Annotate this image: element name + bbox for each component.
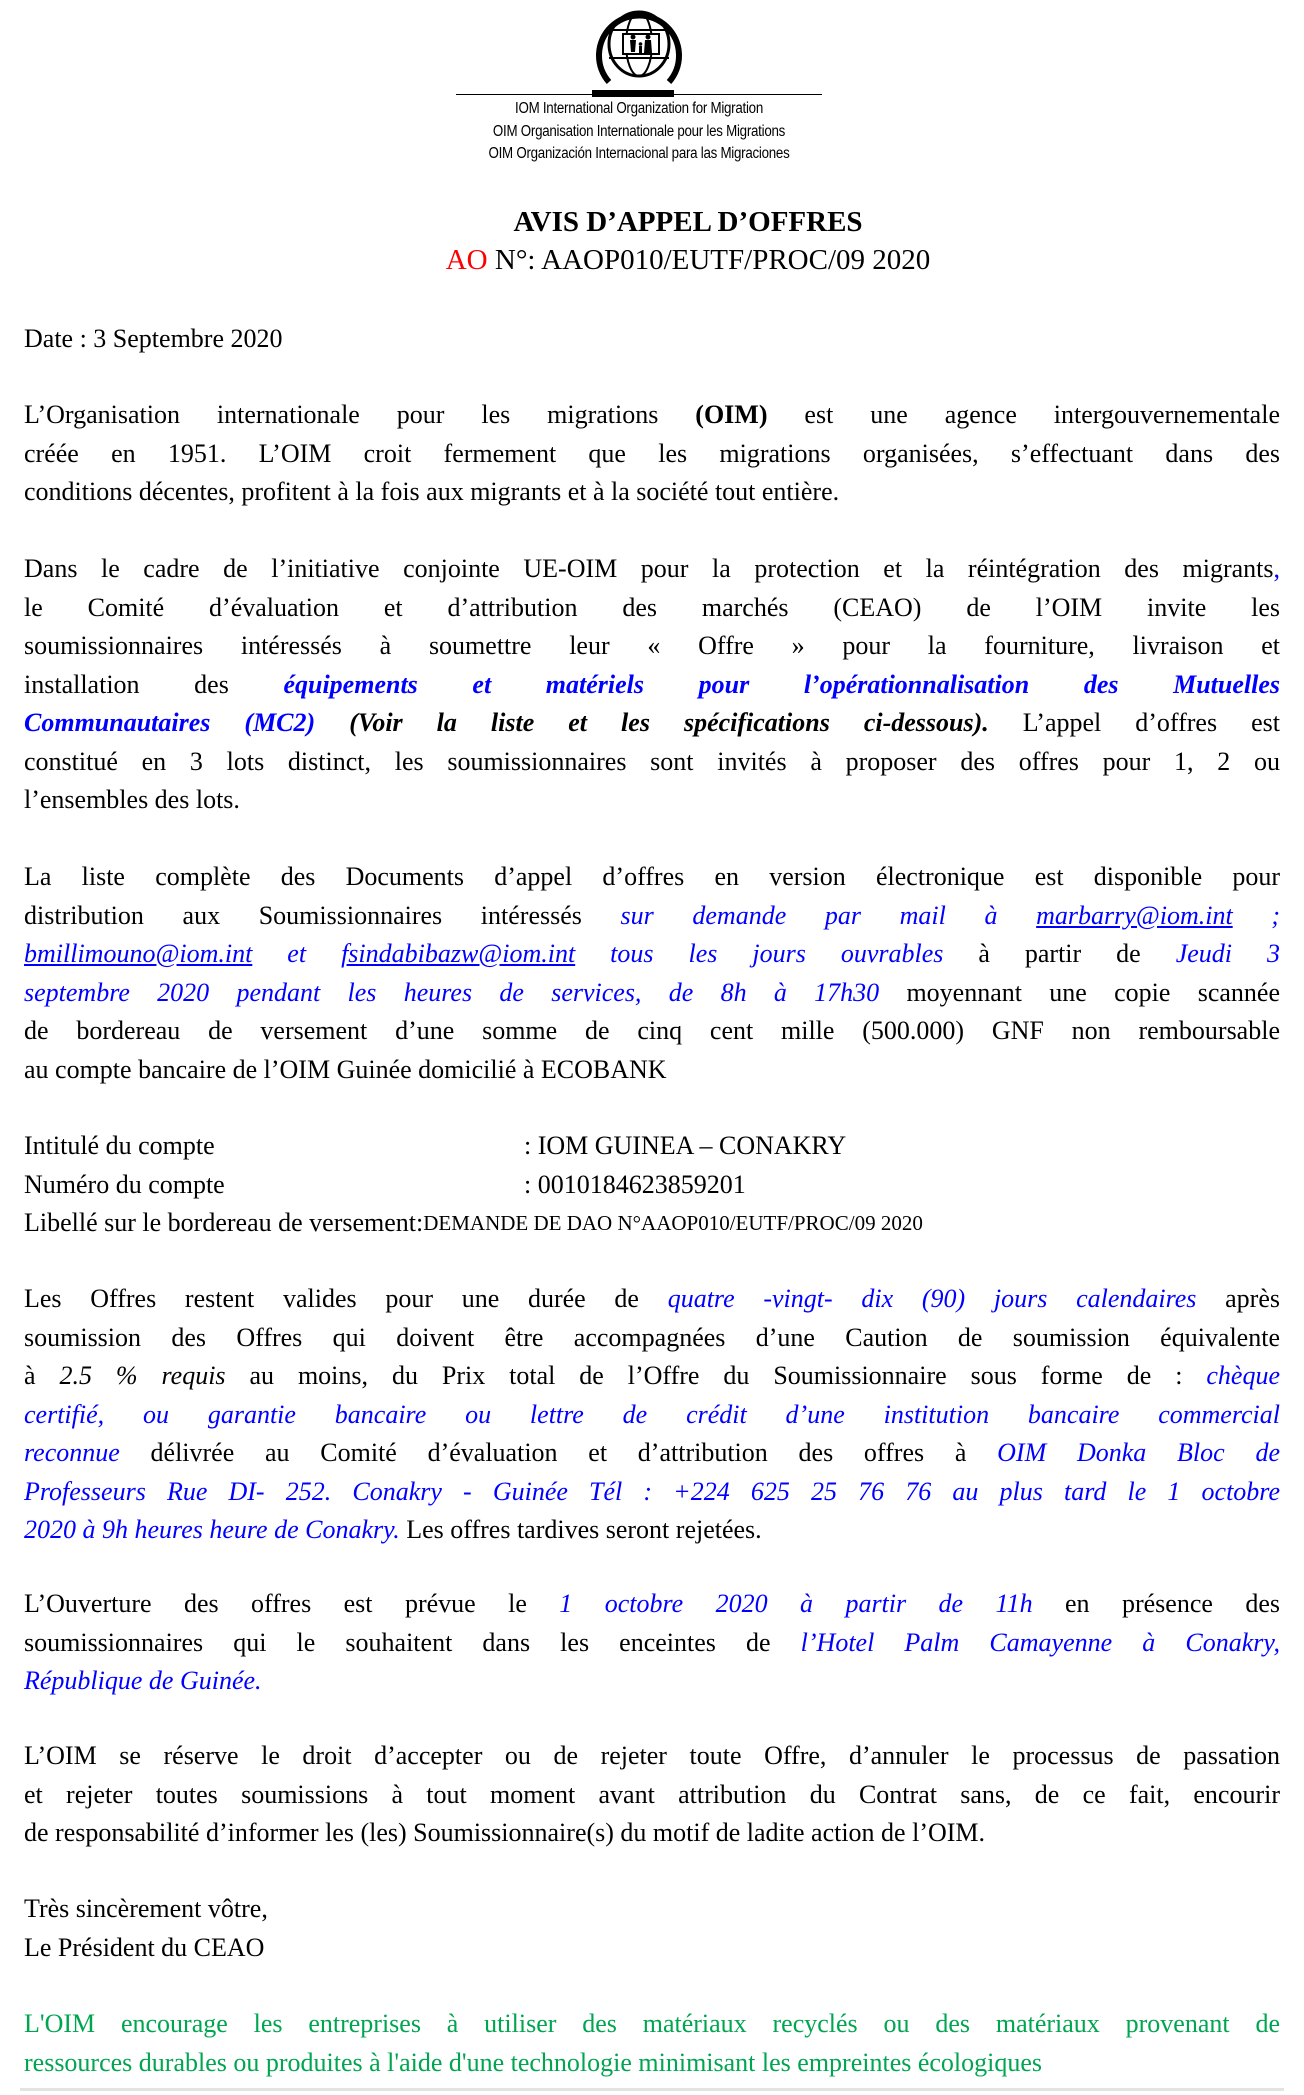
bank-account-details xyxy=(24,1127,1280,1243)
text: tous les jours ouvrables xyxy=(575,939,944,968)
text: distribution aux Soumissionnaires intéressés xyxy=(24,900,621,930)
text: quatre -vingt- dix (90) jours calendaires xyxy=(667,1284,1197,1313)
text: Jeudi 3 xyxy=(1175,939,1281,968)
account-row xyxy=(24,1166,1280,1205)
document-title-block xyxy=(0,204,1304,280)
paragraph-documents xyxy=(24,858,1280,1089)
text-line xyxy=(24,1396,1280,1435)
text: sur demande par mail à xyxy=(620,900,1037,930)
text: chèque xyxy=(1206,1361,1281,1390)
paragraph-opening xyxy=(24,1585,1280,1701)
text: ; xyxy=(1232,900,1280,930)
org-name-en: IOM International Organization for Migration xyxy=(515,100,763,117)
account-label: Libellé sur le bordereau de versement xyxy=(24,1208,416,1237)
org-names xyxy=(482,98,797,166)
document-title: AVIS D’APPEL D’OFFRES xyxy=(513,206,863,238)
text: Les Offres restent valides pour une durée de xyxy=(24,1284,668,1313)
tender-number xyxy=(0,240,1304,280)
text: l’Hotel Palm Camayenne à Conakry, xyxy=(800,1627,1280,1657)
salutation: Très sincèrement vôtre, xyxy=(24,1894,268,1923)
text-line xyxy=(24,1662,1280,1701)
text: installation des xyxy=(24,669,284,699)
text-line xyxy=(24,1511,1280,1550)
bottom-divider xyxy=(20,2088,1284,2091)
text-line xyxy=(24,1434,1280,1473)
iom-logo-block xyxy=(456,6,822,166)
text-line xyxy=(24,1357,1280,1396)
text-line: l’ensembles des lots. xyxy=(24,785,240,814)
text-line xyxy=(24,1280,1280,1319)
text-line xyxy=(24,897,1280,936)
text: délivrée au Comité d’évaluation et d’attribution des offres à xyxy=(119,1438,998,1467)
text: moyennant une copie scannée xyxy=(879,977,1280,1007)
text: à xyxy=(24,1361,60,1390)
text: L’Ouverture des offres est prévue le xyxy=(24,1589,560,1618)
text: République de Guinée. xyxy=(24,1666,262,1695)
text-line: le Comité d’évaluation et d’attribution des marchés (CEAO) de l’OIM invite les xyxy=(24,592,1280,622)
text-line xyxy=(24,1585,1280,1624)
email-link-fsindabibazw[interactable]: fsindabibazw@iom.int xyxy=(341,939,576,968)
account-row xyxy=(24,1204,1280,1243)
account-value: DEMANDE DE DAO N°AAOP010/EUTF/PROC/09 2020 xyxy=(423,1211,923,1235)
text-line xyxy=(24,935,1280,974)
separator: : xyxy=(416,1208,424,1237)
note-text: (Voir la liste et les spécifications ci-dessous). xyxy=(315,708,989,737)
account-value: : 0010184623859201 xyxy=(524,1169,746,1199)
email-link-bmillimouno[interactable]: bmillimouno@iom.int xyxy=(24,939,253,968)
ao-prefix: AO xyxy=(445,244,488,276)
text-line: créée en 1951. L’OIM croit fermement que les migrations organisées, s’effectuant dans des xyxy=(24,438,1280,468)
text: L’appel d’offres est xyxy=(988,708,1280,737)
text: après xyxy=(1196,1284,1281,1313)
oim-acronym: (OIM) xyxy=(695,400,768,429)
text-line xyxy=(24,974,1280,1013)
paragraph-intro xyxy=(24,396,1280,512)
text: au moins, du Prix total de l’Offre du Soumissionnaire sous forme de : xyxy=(225,1361,1207,1390)
account-row xyxy=(24,1127,1280,1166)
text: en présence des xyxy=(1032,1589,1280,1618)
text-line: de responsabilité d’informer les (les) Soumissionnaire(s) du motif de ladite action de l’OIM. xyxy=(24,1818,986,1847)
org-name-fr: OIM Organisation Internationale pour les Migrations xyxy=(492,122,786,140)
signatory: Le Président du CEAO xyxy=(24,1932,265,1962)
text: soumissionnaires qui le souhaitent dans les enceintes de xyxy=(24,1627,801,1657)
highlight-text: équipements et matériels pour l’opérationnalisation des Mutuelles xyxy=(283,669,1281,699)
text: et xyxy=(252,939,342,968)
text: Professeurs Rue DI- 252. Conakry - Guinée Tél : +224 625 25 76 76 au plus tard le 1 octobre xyxy=(24,1476,1280,1506)
eco-note xyxy=(24,2005,1280,2082)
ao-number: N°: AAOP010/EUTF/PROC/09 2020 xyxy=(487,244,931,276)
text-line xyxy=(24,550,1280,589)
text-line: soumission des Offres qui doivent être accompagnées d’une Caution de soumission équivalente xyxy=(24,1322,1280,1352)
text-line: constitué en 3 lots distinct, les soumissionnaires sont invités à proposer des offres pour 1, 2 ou xyxy=(24,746,1280,776)
email-link-marbarry[interactable]: marbarry@iom.int xyxy=(1036,900,1233,930)
text-line: de bordereau de versement d’une somme de cinq cent mille (500.000) GNF non remboursable xyxy=(24,1016,1280,1045)
account-label: Numéro du compte xyxy=(24,1169,225,1199)
paragraph-invitation xyxy=(24,550,1280,820)
iom-globe-family-logo-icon xyxy=(595,6,683,88)
text-line: et rejeter toutes soumissions à tout moment avant attribution du Contrat sans, de ce fait, encourir xyxy=(24,1779,1280,1809)
org-name-es: OIM Organización Internacional para las Migraciones xyxy=(488,145,790,162)
logo-rule xyxy=(456,94,822,95)
text: , xyxy=(1273,554,1280,583)
text: 2.5 % requis xyxy=(59,1361,226,1390)
text: certifié, ou garantie bancaire ou lettre de crédit d’une institution bancaire commercial xyxy=(24,1399,1280,1429)
text-line xyxy=(24,666,1280,705)
text: à partir de xyxy=(943,939,1176,968)
text-line: L'OIM encourage les entreprises à utiliser des matériaux recyclés ou des matériaux provenant de xyxy=(24,2009,1280,2038)
text-line: conditions décentes, profitent à la fois aux migrants et à la société tout entière. xyxy=(24,477,840,506)
text-line xyxy=(24,1624,1280,1663)
text-line: ressources durables ou produites à l'aide d'une technologie minimisant les empreintes écologiques xyxy=(24,2047,1043,2077)
text-line: L’OIM se réserve le droit d’accepter ou de rejeter toute Offre, d’annuler le processus de passation xyxy=(24,1741,1280,1770)
text: OIM Donka Bloc de xyxy=(997,1438,1280,1467)
paragraph-validity xyxy=(24,1280,1280,1550)
text: 2020 à 9h heures heure de Conakry. xyxy=(24,1515,400,1544)
text-line xyxy=(24,704,1280,743)
text-line xyxy=(24,1473,1280,1512)
account-value: : IOM GUINEA – CONAKRY xyxy=(524,1131,847,1160)
text-line xyxy=(24,396,1280,435)
text-line: La liste complète des Documents d’appel d’offres en version électronique est disponible pour xyxy=(24,862,1280,891)
text: septembre 2020 pendant les heures de services, de 8h à 17h30 xyxy=(24,977,880,1007)
text: reconnue xyxy=(24,1438,120,1467)
text: Les offres tardives seront rejetées. xyxy=(399,1515,762,1544)
highlight-text: Communautaires (MC2) xyxy=(24,708,316,737)
text: L’Organisation internationale pour les migrations xyxy=(24,400,696,429)
text: 1 octobre 2020 à partir de 11h xyxy=(559,1589,1033,1618)
text: est une agence intergouvernementale xyxy=(767,400,1280,429)
account-label: Intitulé du compte xyxy=(24,1131,215,1160)
closing-block xyxy=(24,1890,1280,1967)
document-date: Date : 3 Septembre 2020 xyxy=(24,324,283,353)
paragraph-reservation xyxy=(24,1737,1280,1853)
text-line: au compte bancaire de l’OIM Guinée domicilié à ECOBANK xyxy=(24,1054,667,1084)
text-line: soumissionnaires intéressés à soumettre leur « Offre » pour la fourniture, livraison et xyxy=(24,631,1280,660)
text: Dans le cadre de l’initiative conjointe UE-OIM pour la protection et la réintégration des migrants xyxy=(24,554,1274,583)
